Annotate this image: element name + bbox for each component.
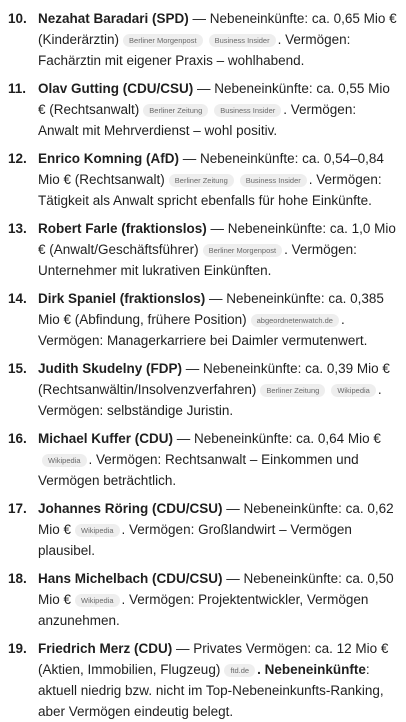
politician-name: Enrico Komning (AfD) xyxy=(38,151,179,166)
item-number: 16. xyxy=(8,431,27,446)
list-item xyxy=(8,638,398,722)
item-number: 17. xyxy=(8,501,27,516)
income-info: — Nebeneinkünfte: ca. 0,50 Mio € xyxy=(38,571,394,607)
item-text xyxy=(38,568,398,631)
list-item xyxy=(8,78,398,141)
item-number: 15. xyxy=(8,361,27,376)
source-chip[interactable]: Berliner Zeitung xyxy=(169,174,234,187)
list-item xyxy=(8,428,398,491)
source-chip[interactable]: Wikipedia xyxy=(331,384,376,397)
wealth-info: . Vermögen: Tätigkeit als Anwalt spricht ebenfalls für hohe Einkünfte. xyxy=(38,172,382,208)
wealth-info: . Vermögen: Unternehmer mit lukrativen Einkünften. xyxy=(38,242,357,278)
list-item xyxy=(8,568,398,631)
source-chip[interactable]: Berliner Zeitung xyxy=(143,104,208,117)
source-chip[interactable]: Business Insider xyxy=(209,34,276,47)
income-heading: . Nebeneinkünfte xyxy=(257,662,366,677)
wealth-info: . Vermögen: Projektentwickler, Vermögen anzunehmen. xyxy=(38,592,369,628)
source-chip[interactable]: Business Insider xyxy=(240,174,307,187)
politician-name: Olav Gutting (CDU/CSU) xyxy=(38,81,194,96)
source-chip[interactable]: Wikipedia xyxy=(75,594,120,607)
list-item xyxy=(8,288,398,351)
income-info: — Nebeneinkünfte: ca. 0,54–0,84 Mio € (Rechtsanwalt) xyxy=(38,151,384,187)
income-info: — Nebeneinkünfte: ca. 0,39 Mio € (Rechtsanwältin/Insolvenzverfahren) xyxy=(38,361,390,397)
income-info: : aktuell niedrig bzw. nicht im Top-Nebeneinkunfts-Ranking, aber Vermögen eindeutig belegt. xyxy=(38,662,384,719)
wealth-info: . Vermögen: Fachärztin mit eigener Praxis – wohlhabend. xyxy=(38,32,351,68)
source-chip[interactable]: Business Insider xyxy=(214,104,281,117)
list-item xyxy=(8,148,398,211)
income-info: — Nebeneinkünfte: ca. 0,385 Mio € (Abfindung, frühere Position) xyxy=(38,291,384,327)
item-number: 11. xyxy=(8,81,27,96)
item-text xyxy=(38,358,398,421)
item-text xyxy=(38,148,398,211)
source-chip[interactable]: ftd.de xyxy=(224,664,255,677)
source-chip[interactable]: Berliner Morgenpost xyxy=(123,34,203,47)
wealth-info: . Vermögen: Anwalt mit Mehrverdienst – wohl positiv. xyxy=(38,102,357,138)
politician-name: Judith Skudelny (FDP) xyxy=(38,361,183,376)
item-text xyxy=(38,218,398,281)
item-text xyxy=(38,428,398,491)
item-number: 13. xyxy=(8,221,27,236)
income-info: — Nebeneinkünfte: ca. 0,55 Mio € (Rechtsanwalt) xyxy=(38,81,390,117)
item-text xyxy=(38,638,398,722)
wealth-info: . Vermögen: Managerkarriere bei Daimler vermutenwert. xyxy=(38,312,368,348)
item-text xyxy=(38,78,398,141)
source-chip[interactable]: Wikipedia xyxy=(42,454,87,467)
source-chip[interactable]: abgeordnetenwatch.de xyxy=(251,314,339,327)
source-chip[interactable]: Berliner Zeitung xyxy=(260,384,325,397)
source-chip[interactable]: Berliner Morgenpost xyxy=(203,244,283,257)
income-info: — Nebeneinkünfte: ca. 0,65 Mio € (Kinderärztin) xyxy=(38,11,397,47)
politician-name: Hans Michelbach (CDU/CSU) xyxy=(38,571,223,586)
item-number: 18. xyxy=(8,571,27,586)
item-number: 10. xyxy=(8,11,27,26)
income-info: — Nebeneinkünfte: ca. 0,64 Mio € xyxy=(173,431,381,446)
wealth-info: . Vermögen: Rechtsanwalt – Einkommen und Vermögen beträchtlich. xyxy=(38,452,359,488)
wealth-info: — Privates Vermögen: ca. 12 Mio € (Aktien, Immobilien, Flugzeug) xyxy=(38,641,389,677)
item-number: 12. xyxy=(8,151,27,166)
income-info: — Nebeneinkünfte: ca. 1,0 Mio € (Anwalt/Geschäftsführer) xyxy=(38,221,396,257)
list-item xyxy=(8,498,398,561)
item-text xyxy=(38,8,398,71)
list-item xyxy=(8,358,398,421)
source-chip[interactable]: Wikipedia xyxy=(75,524,120,537)
item-text xyxy=(38,288,398,351)
politician-name: Dirk Spaniel (fraktionslos) xyxy=(38,291,206,306)
politician-name: Nezahat Baradari (SPD) xyxy=(38,11,189,26)
politician-name: Johannes Röring (CDU/CSU) xyxy=(38,501,223,516)
politician-name: Robert Farle (fraktionslos) xyxy=(38,221,207,236)
item-number: 19. xyxy=(8,641,27,656)
list-item xyxy=(8,8,398,71)
wealth-info: . Vermögen: Großlandwirt – Vermögen plausibel. xyxy=(38,522,352,558)
income-info: — Nebeneinkünfte: ca. 0,62 Mio € xyxy=(38,501,394,537)
item-text xyxy=(38,498,398,561)
wealth-info: . Vermögen: selbständige Juristin. xyxy=(38,382,382,418)
politician-name: Michael Kuffer (CDU) xyxy=(38,431,174,446)
list-item xyxy=(8,218,398,281)
item-number: 14. xyxy=(8,291,27,306)
politician-name: Friedrich Merz (CDU) xyxy=(38,641,173,656)
